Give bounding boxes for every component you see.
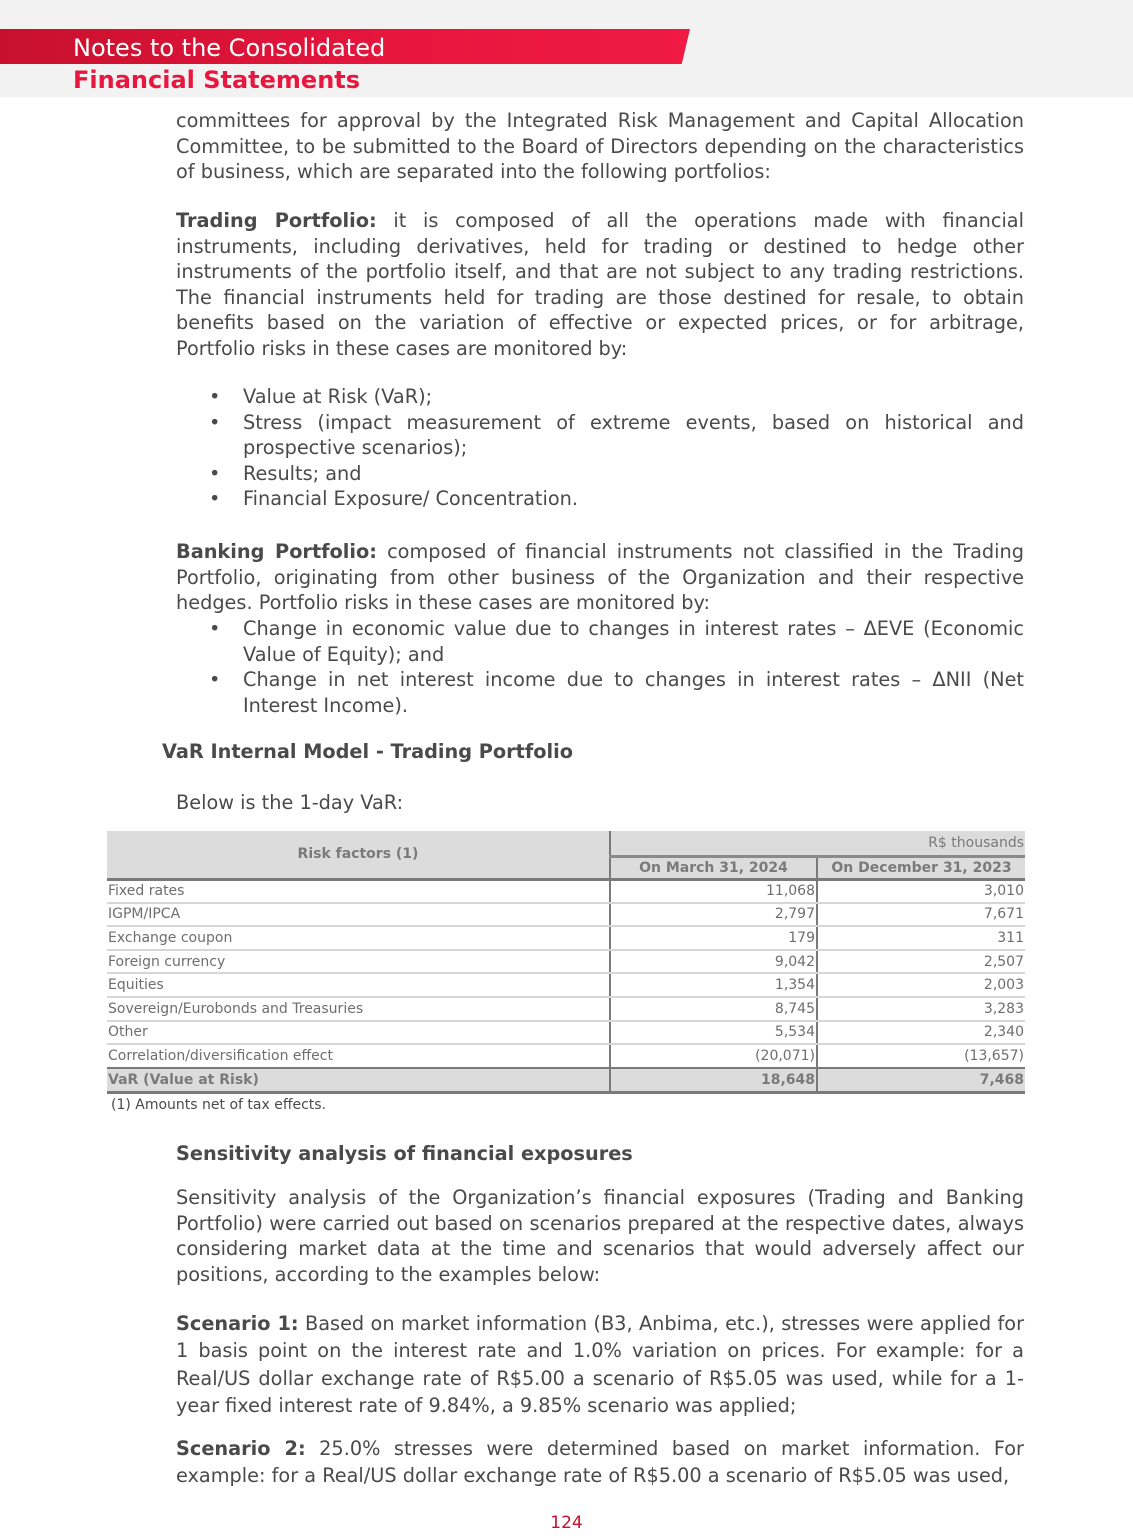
scenario-2-paragraph <box>176 1435 1024 1489</box>
var-intro-text: Below is the 1-day VaR: <box>176 791 404 814</box>
row-value-2023: 2,340 <box>817 1021 1025 1045</box>
table-row <box>107 997 1025 1021</box>
scenario-1-text: Based on market information (B3, Anbima, etc.), stresses were applied for 1 basis point on the interest rate and 1.0% variation on prices. For example: for a Real/US dollar exchange rate of R$5.00 a scenario of R$5.05 was used, while for a 1-year fixed interest rate of 9.84%, a 9.85% scenario was applied; <box>176 1312 1024 1417</box>
row-value-2024: 2,797 <box>610 903 817 927</box>
row-value-2024: 179 <box>610 926 817 950</box>
total-value-2024: 18,648 <box>610 1068 817 1093</box>
bullet-item <box>176 410 1024 461</box>
row-label: Exchange coupon <box>107 926 610 950</box>
table-row <box>107 879 1025 903</box>
bullet-icon: • <box>209 410 221 434</box>
sensitivity-paragraph: Sensitivity analysis of the Organization’s financial exposures (Trading and Banking Portfolio) were carried out based on scenarios prepared at the respective dates, always considering market data at the time and scenarios that would adversely affect our positions, according to the examples below: <box>176 1186 1024 1286</box>
scenario-2-label: Scenario 2: <box>176 1437 306 1460</box>
row-value-2023: 7,671 <box>817 903 1025 927</box>
table-row <box>107 950 1025 974</box>
table-row <box>107 973 1025 997</box>
row-label: Fixed rates <box>107 879 610 903</box>
header-units: R$ thousands <box>610 831 1025 856</box>
row-label: Correlation/diversification effect <box>107 1044 610 1068</box>
row-label: IGPM/IPCA <box>107 903 610 927</box>
banking-portfolio-label: Banking Portfolio: <box>176 540 377 563</box>
sensitivity-heading: Sensitivity analysis of financial exposures <box>176 1142 633 1165</box>
bullet-icon: • <box>209 617 221 640</box>
bullet-icon: • <box>209 385 221 408</box>
bullet-text: Change in net interest income due to changes in interest rates – ΔNII (Net Interest Income). <box>243 668 1024 717</box>
table-row <box>107 903 1025 927</box>
row-value-2023: 2,507 <box>817 950 1025 974</box>
row-label: Sovereign/Eurobonds and Treasuries <box>107 997 610 1021</box>
bullet-item <box>176 461 1024 487</box>
bullet-icon: • <box>209 668 221 691</box>
row-label: Other <box>107 1021 610 1045</box>
header-col-march-2024: On March 31, 2024 <box>610 856 817 879</box>
intro-paragraph: committees for approval by the Integrated Risk Management and Capital Allocation Committee, to be submitted to the Board of Directors depending on the characteristics of business, which are separated into the following portfolios: <box>176 109 1024 183</box>
row-value-2023: 3,010 <box>817 879 1025 903</box>
var-section-heading: VaR Internal Model - Trading Portfolio <box>162 740 573 763</box>
page-number: 124 <box>550 1513 583 1533</box>
trading-portfolio-bullets <box>176 384 1024 512</box>
var-table <box>107 831 1025 1094</box>
header-col-december-2023: On December 31, 2023 <box>817 856 1025 879</box>
row-label: Equities <box>107 973 610 997</box>
bullet-item <box>176 384 1024 410</box>
bullet-text: Results; and <box>243 461 362 485</box>
bullet-item <box>176 667 1024 718</box>
row-value-2023: 311 <box>817 926 1025 950</box>
bullet-item <box>176 616 1024 667</box>
page-header <box>0 0 1133 97</box>
row-value-2024: 1,354 <box>610 973 817 997</box>
banking-portfolio-paragraph <box>176 539 1024 616</box>
header-risk-factors: Risk factors (1) <box>107 831 610 879</box>
bullet-icon: • <box>209 461 221 485</box>
row-value-2023: (13,657) <box>817 1044 1025 1068</box>
trading-portfolio-paragraph <box>176 208 1024 361</box>
table-row <box>107 1044 1025 1068</box>
bullet-item <box>176 486 1024 512</box>
table-header-row <box>107 831 1025 856</box>
row-value-2024: 11,068 <box>610 879 817 903</box>
bullet-icon: • <box>209 487 221 510</box>
trading-portfolio-label: Trading Portfolio: <box>176 209 377 232</box>
total-value-2023: 7,468 <box>817 1068 1025 1093</box>
row-value-2024: (20,071) <box>610 1044 817 1068</box>
banking-portfolio-text: composed of financial instruments not classified in the Trading Portfolio, originating from other business of the Organization and their respective hedges. Portfolio risks in these cases are monitored by: <box>176 540 1024 614</box>
scenario-1-label: Scenario 1: <box>176 1312 299 1335</box>
scenario-1-paragraph <box>176 1310 1024 1419</box>
row-value-2023: 3,283 <box>817 997 1025 1021</box>
trading-portfolio-text: it is composed of all the operations made with financial instruments, including derivatives, held for trading or destined to hedge other instruments of the portfolio itself, and that are not subject to any trading restrictions. The financial instruments held for trading are those destined for resale, to obtain benefits based on the variation of effective or expected prices, or for arbitrage, Portfolio risks in these cases are monitored by: <box>176 209 1024 360</box>
scenario-2-text: 25.0% stresses were determined based on market information. For example: for a Real/US dollar exchange rate of R$5.00 a scenario of R$5.05 was used, <box>176 1437 1024 1487</box>
bullet-text: Stress (impact measurement of extreme events, based on historical and prospective scenarios); <box>243 410 1024 459</box>
table-footnote: (1) Amounts net of tax effects. <box>111 1097 327 1113</box>
header-title-line1: Notes to the Consolidated <box>73 34 386 62</box>
header-title-line2: Financial Statements <box>73 66 361 94</box>
row-label: Foreign currency <box>107 950 610 974</box>
row-value-2024: 8,745 <box>610 997 817 1021</box>
bullet-text: Value at Risk (VaR); <box>243 385 433 408</box>
banking-portfolio-bullets <box>176 616 1024 718</box>
table-row <box>107 926 1025 950</box>
table-row <box>107 1021 1025 1045</box>
bullet-text: Financial Exposure/ Concentration. <box>243 487 578 510</box>
row-value-2024: 9,042 <box>610 950 817 974</box>
table-total-row <box>107 1068 1025 1093</box>
row-value-2023: 2,003 <box>817 973 1025 997</box>
total-label: VaR (Value at Risk) <box>107 1068 610 1093</box>
row-value-2024: 5,534 <box>610 1021 817 1045</box>
bullet-text: Change in economic value due to changes in interest rates – ΔEVE (Economic Value of Equity); and <box>243 617 1024 666</box>
